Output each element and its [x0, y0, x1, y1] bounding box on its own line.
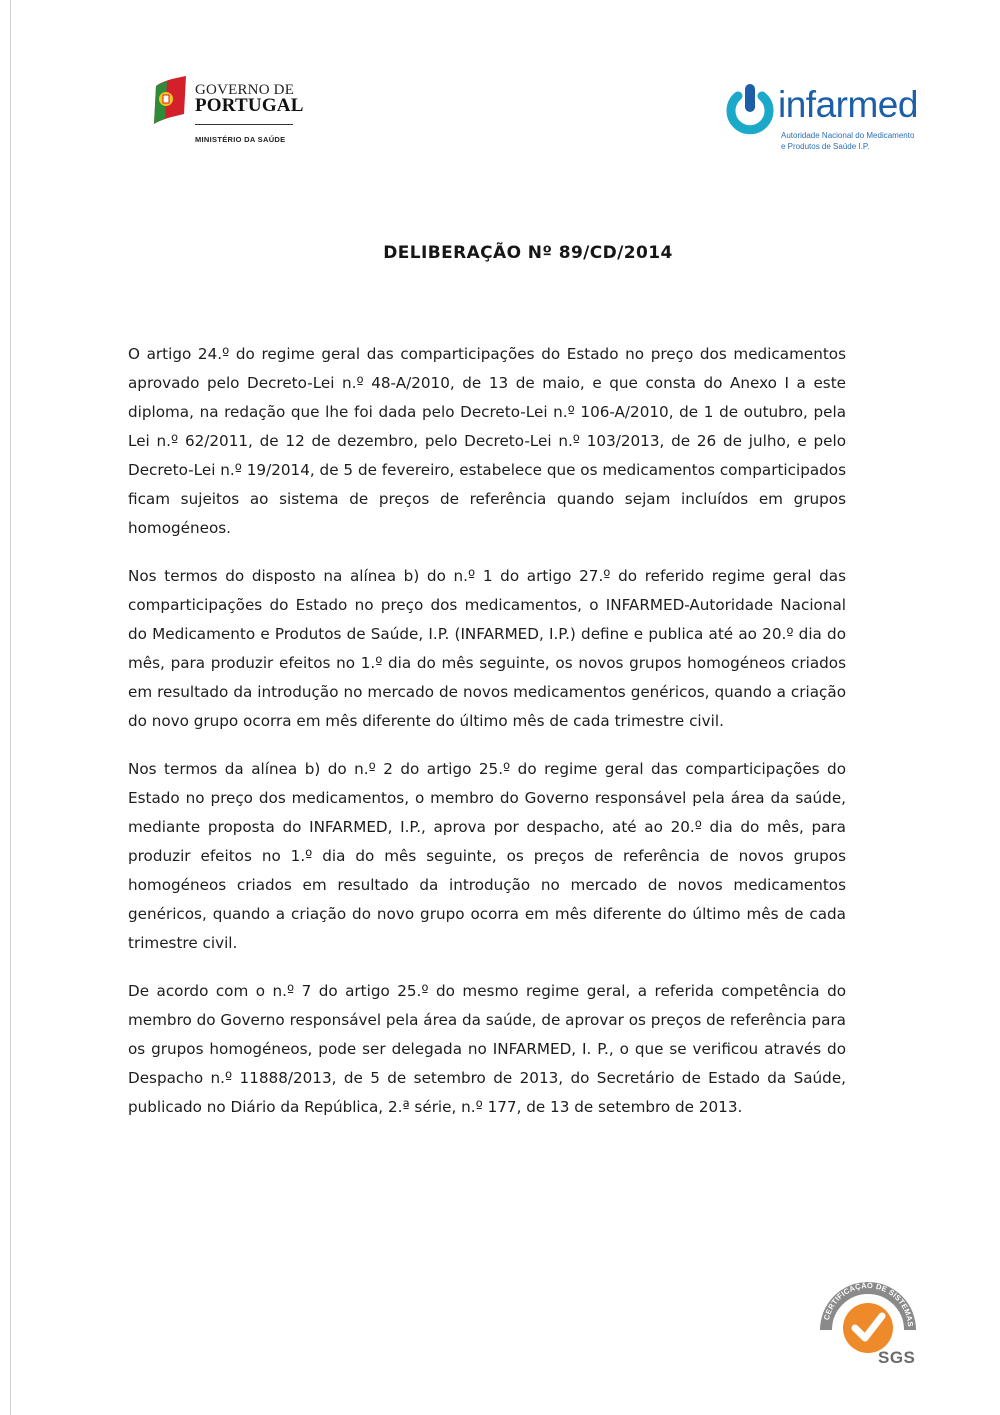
document-body — [128, 340, 846, 1141]
infarmed-subtitle-line2: e Produtos de Saúde I.P. — [781, 141, 870, 151]
gov-divider — [195, 124, 293, 125]
portugal-flag-emblem-icon — [150, 74, 190, 126]
infarmed-subtitle-line1: Autoridade Nacional do Medicamento — [781, 131, 915, 140]
infarmed-subtitle — [781, 131, 931, 152]
paragraph: Nos termos do disposto na alínea b) do n.º 1 do artigo 27.º do referido regime geral das comparticipações do Estado no preço dos medicamentos, o INFARMED-Autoridade Nacional do Medicamento e Produtos de Saúde, I.P. (INFARMED, I.P.) define e publica até ao 20.º dia do mês, para produzir efeitos no 1.º dia do mês seguinte, os novos grupos homogéneos criados em resultado da introdução no mercado de novos medicamentos genéricos, quando a criação do novo grupo ocorra em mês diferente do último mês de cada trimestre civil. — [128, 567, 846, 730]
paragraph: De acordo com o n.º 7 do artigo 25.º do mesmo regime geral, a referida competência do membro do Governo responsável pela área da saúde, de aprovar os preços de referência para os grupos homogéneos, pode ser delegada no INFARMED, I. P., o que se verificou através do Despacho n.º 11888/2013, de 5 de setembro de 2013, do Secretário de Estado da Saúde, publicado no Diário da República, 2.ª série, n.º 177, de 13 de setembro de 2013. — [128, 982, 846, 1116]
sgs-brand: SGS — [878, 1348, 916, 1367]
paragraph: O artigo 24.º do regime geral das comparticipações do Estado no preço dos medicamentos aprovado pelo Decreto-Lei n.º 48-A/2010, de 13 de maio, e que consta do Anexo I a este diploma, na redação que lhe foi dada pelo Decreto-Lei n.º 106-A/2010, de 1 de outubro, pela Lei n.º 62/2011, de 12 de dezembro, pelo Decreto-Lei n.º 103/2013, de 26 de julho, e pelo Decreto-Lei n.º 19/2014, de 5 de fevereiro, estabelece que os medicamentos comparticipados ficam sujeitos ao sistema de preços de referência quando sejam incluídos em grupos homogéneos. — [128, 345, 846, 537]
infarmed-wordmark: infarmed — [778, 84, 918, 125]
infarmed-logo — [726, 82, 926, 158]
ministry-name: MINISTÉRIO DA SAÚDE — [195, 135, 286, 144]
infarmed-power-icon — [726, 82, 774, 138]
paragraph: Nos termos da alínea b) do n.º 2 do artigo 25.º do regime geral das comparticipações do Estado no preço dos medicamentos, o membro do Governo responsável pela área da saúde, mediante proposta do INFARMED, I.P., aprova por despacho, até ao 20.º dia do mês, para produzir efeitos no 1.º dia do mês seguinte, os preços de referência de novos grupos homogéneos criados em resultado da introdução no mercado de novos medicamentos genéricos, quando a criação do novo grupo ocorra em mês diferente do último mês de cada trimestre civil. — [128, 760, 846, 952]
governo-de-portugal-logo — [150, 74, 310, 154]
seal-ring-text: CERTIFICAÇÃO DE SISTEMAS — [821, 1280, 916, 1328]
sgs-certification-seal — [818, 1276, 918, 1372]
document-title: DELIBERAÇÃO Nº 89/CD/2014 — [383, 243, 673, 263]
page-edge — [10, 0, 11, 1415]
gov-name-line2: PORTUGAL — [195, 95, 304, 116]
gov-name-line1: GOVERNO DE — [195, 82, 295, 98]
